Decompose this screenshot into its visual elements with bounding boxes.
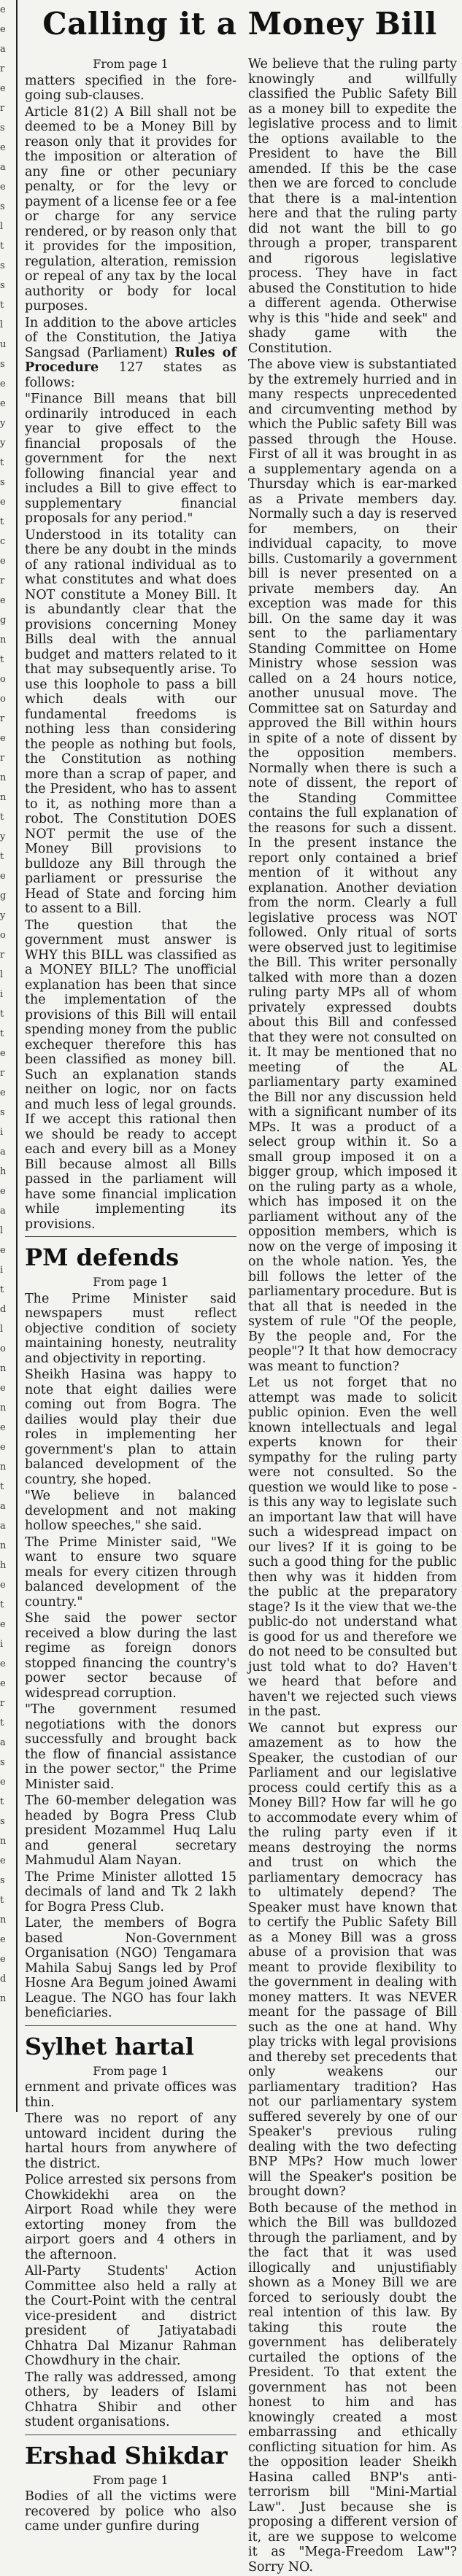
margin-fragment: a — [0, 1737, 6, 1748]
paragraph: "We believe in balanced development and not making hollow speeches," she said. — [25, 1489, 236, 1533]
margin-fragment: l — [0, 969, 4, 980]
margin-fragment: e — [0, 1934, 6, 1945]
paragraph: "Finance Bill means that bill ordinarily introduced in each year to give effect to the financial proposals of the government for the next following financial year and includes a Bill to give effect to supplementary financial proposals for any period." — [25, 392, 236, 526]
margin-fragment: e — [0, 182, 6, 193]
margin-fragment: y — [0, 418, 6, 429]
margin-fragment: t — [0, 654, 4, 665]
margin-fragment: t — [0, 241, 4, 252]
margin-fragment: t — [0, 1796, 4, 1807]
from-page-label: From page 1 — [93, 2063, 169, 2078]
margin-fragment: s — [0, 201, 5, 212]
margin-fragment: e — [0, 379, 6, 389]
margin-fragment: t — [0, 1895, 4, 1906]
margin-fragment: e — [0, 398, 6, 409]
margin-fragment: s — [0, 123, 5, 133]
margin-fragment: e — [0, 1619, 6, 1630]
margin-fragment: a — [0, 162, 6, 173]
margin-fragment: d — [0, 1304, 7, 1315]
margin-fragment: g — [0, 891, 7, 901]
margin-fragment: e — [0, 1383, 6, 1394]
margin-fragment: o — [0, 694, 6, 705]
margin-fragment: y — [0, 438, 6, 449]
paragraph: Bodies of all the victims were recovered by police who also came under gunfire during — [25, 2489, 236, 2534]
margin-fragment: e — [0, 1186, 6, 1197]
margin-fragment: e — [0, 497, 6, 508]
paragraph: matters specified in the fore-going sub-clauses. — [25, 73, 236, 103]
paragraph: ernment and private offices was thin. — [25, 2080, 236, 2110]
margin-fragment: s — [0, 1757, 5, 1768]
margin-fragment: e — [0, 1954, 6, 1965]
margin-fragment: e — [0, 1855, 6, 1866]
margin-fragment: t — [0, 1718, 4, 1729]
paragraph: All-Party Students' Action Committee also held a rally at the Court-Point with the central vice-president and district president of Jatiyatabadi Chhatra Dal Mizanur Rahman Chowdhury in the chair. — [25, 2264, 236, 2368]
margin-fragment: r — [0, 950, 5, 961]
margin-fragment: t — [0, 1284, 4, 1295]
margin-fragment: e — [0, 871, 6, 882]
margin-fragment: y — [0, 910, 6, 921]
margin-fragment: s — [0, 1107, 5, 1118]
margin-fragment: e — [0, 556, 6, 567]
section-heading: Ershad Shikdar — [25, 2441, 228, 2470]
margin-fragment: n — [0, 1363, 7, 1374]
margin-fragment: l — [0, 319, 4, 330]
margin-fragment: i — [0, 1265, 4, 1276]
margin-fragment: n — [0, 772, 7, 783]
margin-fragment: t — [0, 516, 4, 527]
paragraph: The question that the government must answer is WHY this BILL was classified as a MONEY BILL? The unofficial explanation has been that since the implementation of the provisions of this Bill will entail spending money from the public exchequer therefore this has been classified as money bill. Such an explanation stands neither on logic, nor on facts and much less of legal grounds. If we accept this rational then we should be ready to accept each and every bill as a Money Bill because almost all Bills passed in the parliament will have some financial implication while implementing its provisions. — [25, 917, 236, 1232]
paragraph: We believe that the ruling party knowingly and willfully classified the Public Safety Bill as a money bill to expedite the legislative process and to limit the options available to the President to have the Bill amended. If this be the case then we are forced to conclude that there is a mal-intention here and that the ruling party did not want the bill to go through a proper, transparent and rigorous legislative process. They have in fact abused the Constitution to hide a different agenda. Otherwise why is this "hide and seek" and shady game with the Constitution. — [248, 57, 457, 356]
from-page-label: From page 1 — [93, 1275, 169, 1289]
margin-fragment: t — [0, 1028, 4, 1039]
margin-fragment: r — [0, 713, 5, 724]
paragraph: Police arrested six persons from Chowkidekhi area on the Airport Road while they were extorting money from the airport goers and 4 others in the afternoon. — [25, 2173, 236, 2262]
paragraph: The 60-member delegation was headed by Bogra Press Club president Mozammel Huq Lalu and general secretary Mahmudul Alam Nayan. — [25, 1793, 236, 1868]
margin-fragment: n — [0, 1993, 7, 2004]
margin-fragment: e — [0, 1678, 6, 1689]
margin-fragment: r — [0, 103, 5, 114]
margin-fragment: e — [0, 1777, 6, 1788]
margin-fragment: t — [0, 812, 4, 823]
margin-fragment: s — [0, 280, 5, 291]
margin-fragment: s — [0, 1875, 5, 1886]
margin-fragment: n — [0, 1914, 7, 1925]
paragraph: Both because of the method in which the Bill was bulldozed through the parliament, and by the fact that it was used illogically and unjustifiably shown as a Money Bill we are forced to seriously doubt the real intention of this law. By taking this route the government has deliberately curtailed the options of the President. To that extent the government has not been honest to him and has knowingly created a most embarrassing and ethically conflicting situation for him. As the opposition leader Sheikh Hasina called BNP's anti-terrorism bill "Mini-Martial Law". Just because she is proposing a different version of it, are we suppose to welcome it as "Mega-Freedom Law"? Sorry NO. — [248, 2200, 457, 2575]
margin-fragment: o — [0, 1343, 6, 1354]
from-page-label: From page 1 — [93, 2472, 169, 2487]
paragraph: Understood in its totality can there be any doubt in the minds of any rational individual as to what constitutes and what does NOT constitute a Money Bill. It is abundantly clear that the provisions concerning Money Bills deal with the annual budget and matters related to it that may subsequently arise. To use this loophole to pass a bill which deals with our fundamental freedoms is nothing less than considering the people as nothing but fools, the Constitution as nothing more than a scrap of paper, and the President, who has to assent to it, as nothing more than a robot. The Constitution DOES NOT permit the use of the Money Bill provisions to bulldoze any Bill through the parliament or pressurise the Head of State and forcing him to assent to a Bill. — [25, 527, 236, 916]
margin-fragment: y — [0, 831, 6, 842]
left-margin-fragments — [0, 0, 13, 2112]
margin-fragment: l — [0, 221, 4, 232]
margin-fragment: e — [0, 1659, 6, 1669]
margin-fragment: a — [0, 1501, 6, 1512]
margin-fragment: r — [0, 63, 5, 74]
margin-fragment: e — [0, 142, 6, 153]
margin-fragment: t — [0, 300, 4, 311]
paragraph: Let us not forget that no attempt was made to solicit public opinion. Even the well known intellectuals and legal experts known for their sympathy for the ruling party were not consulted. So the question we would like to pose - is this any way to legislate such an important law that will have such a widespread impact on our lives? If it is going to be such a good thing for the public then why was it hidden from the public at the preparatory stage? Is it the view that we-the public-do not understand what is good for us and therefore we do not need to be consulted but just told what to do? Haven't we heard that before and haven't we rejected such views in the past. — [248, 1376, 457, 1719]
paragraph: Sheikh Hasina was happy to note that eight dailies were coming out from Bogra. The dailies would play their due roles in implementing her government's plan to attain balanced development of the country, she hoped. — [25, 1367, 236, 1487]
headline: Calling it a Money Bill — [42, 6, 437, 42]
margin-fragment: e — [0, 1422, 6, 1433]
margin-fragment: i — [0, 1639, 4, 1650]
text-span: 127 states as follows: — [25, 360, 236, 390]
margin-fragment: i — [0, 1127, 4, 1138]
text-span: In addition to the above articles of the Constitution, the Jatiya Sangsad (Parliament) — [25, 315, 236, 360]
margin-fragment: s — [0, 359, 5, 370]
margin-fragment: s — [0, 260, 5, 271]
margin-fragment: r — [0, 575, 5, 586]
from-page-label: From page 1 — [93, 57, 169, 71]
margin-fragment: l — [0, 1225, 4, 1236]
margin-fragment: a — [0, 1521, 6, 1532]
paragraph — [25, 316, 236, 391]
margin-fragment: n — [0, 1836, 7, 1847]
margin-fragment: l — [0, 1324, 4, 1335]
paragraph: The Prime Minister said newspapers must reflect objective condition of society maintaining honesty, neutrality and objectivity in reporting. — [25, 1291, 236, 1366]
margin-fragment: o — [0, 674, 6, 685]
margin-fragment: n — [0, 635, 7, 645]
paragraph: The rally was addressed, among others, by leaders of Islami Chhatra Shibir and other student organisations. — [25, 2370, 236, 2429]
margin-fragment: e — [0, 1580, 6, 1591]
margin-fragment: i — [0, 989, 4, 1000]
margin-fragment: n — [0, 1403, 7, 1413]
paragraph: The above view is substantiated by the extremely hurried and in many respects unprecedented and circumventing method by which the Public safety Bill was passed through the House. First of all it was brought in as a supplementary agenda on a Thursday which is ear-marked as a Private members day. Normally such a day is reserved for members, on their individual capacity, to move bills. Customarily a government bill is never presented on a private members day. An exception was made for this bill. On the same day it was sent to the parliamentary Standing Committee on Home Ministry whose session was called on a 24 hours notice, another unusual move. The Committee sat on Saturday and approved the Bill within hours in spite of a note of dissent by the opposition members. Normally when there is such a note of dissent, the report of the Standing Committee contains the full explanation of the reasons for such a dissent. In the present instance the report only contained a brief mention of it without any explanation. Another deviation from the norm. Clearly a full legislative process was NOT followed. Only ritual of sorts were observed just to legitimise the Bill. This writer personally talked with more than a dozen ruling party MPs all of whom privately expressed doubts about this Bill and confessed that they were not consulted on it. It may be mentioned that no meeting of the AL parliamentary party examined the Bill nor any discussion held with a significant number of its MPs. It was a product of a select group within it. So a small group imposed it on a bigger group, which imposed it on the ruling party as a whole, which has imposed it on the parliament without any of the opposition members, which is now on the verge of imposing it on the whole nation. Yes, the bill follows the letter of the parliamentary procedure. But is that all that is needed in the system of rule "Of the people, By the people and, For the people"? It that how democracy was meant to function? — [248, 357, 457, 1374]
section-heading: PM defends — [25, 1244, 180, 1271]
margin-fragment: r — [0, 1068, 5, 1079]
margin-fragment: e — [0, 4, 6, 15]
margin-fragment: t — [0, 1009, 4, 1020]
margin-fragment: t — [0, 1599, 4, 1610]
margin-fragment: n — [0, 1540, 7, 1551]
margin-fragment: e — [0, 1048, 6, 1059]
margin-fragment: e — [0, 83, 6, 94]
divider — [25, 2025, 236, 2026]
section-heading: Sylhet hartal — [25, 2032, 194, 2060]
margin-fragment: t — [0, 1481, 4, 1492]
margin-fragment: h — [0, 1166, 7, 1177]
margin-fragment: h — [0, 1560, 7, 1571]
margin-fragment: a — [0, 1206, 6, 1217]
margin-fragment: o — [0, 930, 6, 941]
paragraph: Later, the members of Bogra based Non-Government Organisation (NGO) Tengamara Mahila Sabuj Sangs led by Prof Hosne Ara Begum joined Awami League. The NGO has four lakh beneficiaries. — [25, 1916, 236, 2020]
margin-fragment: s — [0, 1816, 5, 1827]
margin-fragment: n — [0, 1462, 7, 1473]
margin-fragment: e — [0, 595, 6, 606]
divider — [25, 1236, 236, 1237]
margin-fragment: n — [0, 792, 7, 803]
column-left — [25, 57, 236, 2536]
paragraph: Article 81(2) A Bill shall not be deemed to be a Money Bill by reason only that it provides for the imposition or alteration of any fine or other pecuniary penalty, or for the levy or payment of a license fee or a fee or charge for any service rendered, or by reason only that it provides for the imposition, regulation, alteration, remission or repeal of any tax by the local authority or body for local purposes. — [25, 104, 236, 314]
column-right — [248, 57, 457, 2576]
paragraph: The Prime Minister allotted 15 decimals of land and Tk 2 lakh for Bogra Press Club. — [25, 1869, 236, 1914]
margin-fragment: e — [0, 733, 6, 744]
margin-fragment: t — [0, 457, 4, 468]
bold-text: Rules of Procedure — [25, 345, 236, 375]
margin-fragment: d — [0, 1974, 7, 1985]
margin-fragment: t — [0, 851, 4, 862]
paragraph: The Prime Minister said, "We want to ensure two square meals for every citizen through balanced development of the country." — [25, 1535, 236, 1610]
column-rule — [16, 0, 18, 2112]
margin-fragment: a — [0, 44, 6, 55]
margin-fragment: e — [0, 1087, 6, 1098]
margin-fragment: e — [0, 1245, 6, 1256]
paragraph: "The government resumed negotiations with the donors successfully and brought back the flow of financial assistance in the power sector," the Prime Minister said. — [25, 1702, 236, 1792]
paragraph: We cannot but express our amazement as to how the Speaker, the custodian of our Parliament and our legislative process could certify this as a Money Bill? How far will he go to accommodate every whim of the ruling party even if it means destroying the norms and trust on which the parliamentary democracy has to ultimately depend? The Speaker must have known that to certify the Public Safety Bill as a Money Bill was a gross abuse of a provision that was meant to provide flexibility to the government in dealing with money matters. It was NEVER meant for the passage of Bill such as the one at hand. Why play tricks with legal provisions and thereby set precedents that only weakens our parliamentary tradition? Has not our parliamentary system suffered severely by one of our Speaker's previous ruling dealing with the two defecting BNP MPs? How much lower will the Speaker's position be brought down? — [248, 1720, 457, 2199]
margin-fragment: a — [0, 1147, 6, 1157]
margin-fragment: c — [0, 536, 6, 547]
margin-fragment: u — [0, 339, 7, 350]
margin-fragment: r — [0, 1698, 5, 1709]
paragraph: There was no report of any untoward incident during the hartal hours from anywhere of the district. — [25, 2111, 236, 2171]
paragraph: She said the power sector received a blow during the last regime as foreign donors stopped financing the country's power sector because of widespread corruption. — [25, 1611, 236, 1701]
margin-fragment: s — [0, 477, 5, 488]
margin-fragment: e — [0, 1442, 6, 1453]
margin-fragment: r — [0, 753, 5, 764]
margin-fragment: g — [0, 615, 7, 626]
margin-fragment: e — [0, 24, 6, 35]
